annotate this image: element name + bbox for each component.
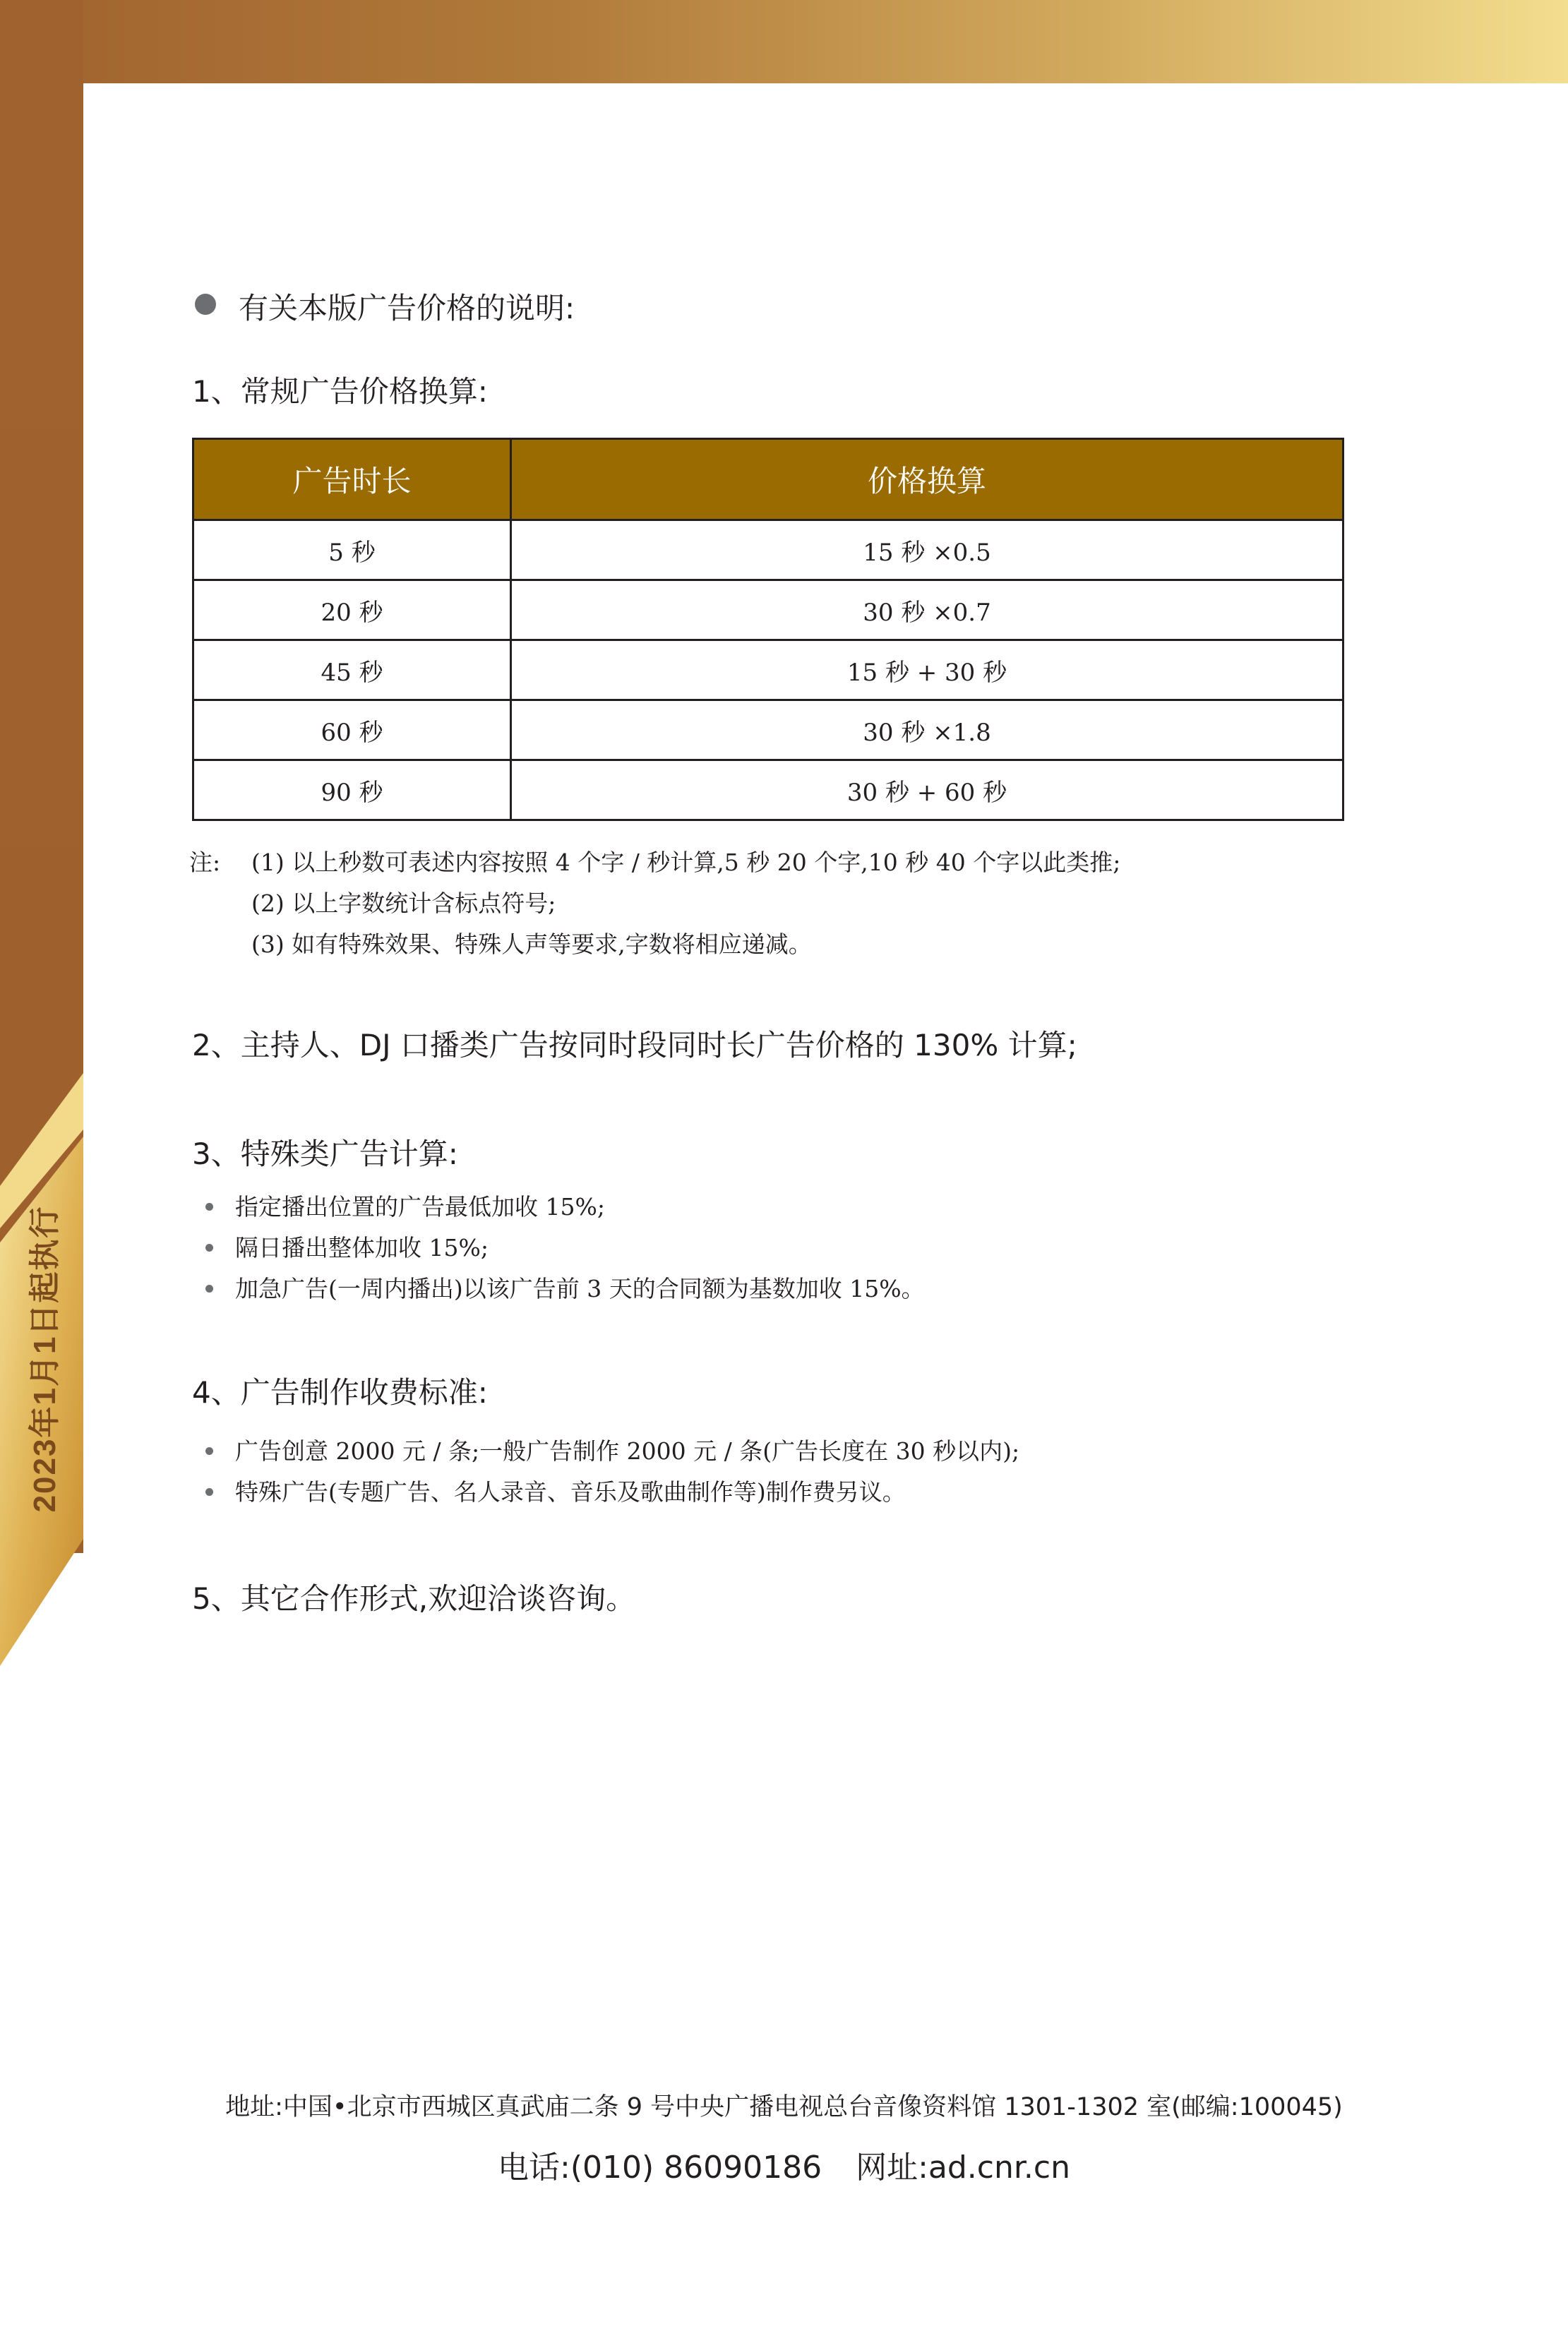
list-item-text: 隔日播出整体加收 15%; xyxy=(235,1234,489,1262)
list-item xyxy=(208,1271,925,1304)
cell-duration: 5 秒 xyxy=(193,520,511,580)
heading-bullet xyxy=(195,294,216,315)
list-item-text: 加急广告(一周内播出)以该广告前 3 天的合同额为基数加收 15%。 xyxy=(235,1275,925,1302)
table-header-row xyxy=(193,439,1343,520)
table-row xyxy=(193,520,1343,580)
note-item: (3) 如有特殊效果、特殊人声等要求,字数将相应递减。 xyxy=(251,930,812,958)
section5-title: 5、其它合作形式,欢迎洽谈咨询。 xyxy=(192,1581,636,1616)
cell-price: 30 秒 ×1.8 xyxy=(511,700,1343,760)
cell-duration: 45 秒 xyxy=(193,640,511,700)
main-heading: 有关本版广告价格的说明: xyxy=(239,291,575,325)
footer-website[interactable]: 网址:ad.cnr.cn xyxy=(856,2150,1070,2186)
table-row xyxy=(193,580,1343,640)
table-row xyxy=(193,640,1343,700)
header-price: 价格换算 xyxy=(511,439,1343,520)
footer-phone: 电话:(010) 86090186 xyxy=(498,2150,822,2186)
header-duration: 广告时长 xyxy=(193,439,511,520)
price-table xyxy=(192,438,1344,821)
table-row xyxy=(193,760,1343,820)
cell-price: 30 秒 ×0.7 xyxy=(511,580,1343,640)
list-item-text: 特殊广告(专题广告、名人录音、音乐及歌曲制作等)制作费另议。 xyxy=(235,1478,906,1506)
table-row xyxy=(193,700,1343,760)
top-decorative-band xyxy=(0,0,1568,83)
list-item-text: 指定播出位置的广告最低加收 15%; xyxy=(235,1193,605,1221)
cell-price: 30 秒 + 60 秒 xyxy=(511,760,1343,820)
section1-title: 1、常规广告价格换算: xyxy=(192,374,488,409)
list-item xyxy=(208,1189,605,1222)
effective-date-label: 2023年1月1日起执行 xyxy=(28,1205,62,1513)
note-item: (2) 以上字数统计含标点符号; xyxy=(251,889,556,917)
cell-duration: 90 秒 xyxy=(193,760,511,820)
footer-contact xyxy=(0,2142,1568,2187)
footer-address: 地址:中国•北京市西城区真武庙二条 9 号中央广播电视总台音像资料馆 1301-1302 室(邮编:100045) xyxy=(225,2093,1343,2121)
side-band-end xyxy=(0,1553,83,2343)
cell-price: 15 秒 + 30 秒 xyxy=(511,640,1343,700)
cell-price: 15 秒 ×0.5 xyxy=(511,520,1343,580)
list-item-text: 广告创意 2000 元 / 条;一般广告制作 2000 元 / 条(广告长度在 30 秒以内); xyxy=(235,1437,1020,1465)
list-item xyxy=(208,1230,489,1263)
note-item: (1) 以上秒数可表述内容按照 4 个字 / 秒计算,5 秒 20 个字,10 秒 40 个字以此类推; xyxy=(251,849,1121,876)
list-item xyxy=(208,1433,1019,1466)
list-item xyxy=(208,1474,906,1507)
cell-duration: 60 秒 xyxy=(193,700,511,760)
section4-title: 4、广告制作收费标准: xyxy=(192,1375,488,1410)
note-label: 注: xyxy=(189,849,221,876)
section2-title: 2、主持人、DJ 口播类广告按同时段同时长广告价格的 130% 计算; xyxy=(192,1028,1077,1062)
section3-title: 3、特殊类广告计算: xyxy=(192,1137,458,1171)
cell-duration: 20 秒 xyxy=(193,580,511,640)
